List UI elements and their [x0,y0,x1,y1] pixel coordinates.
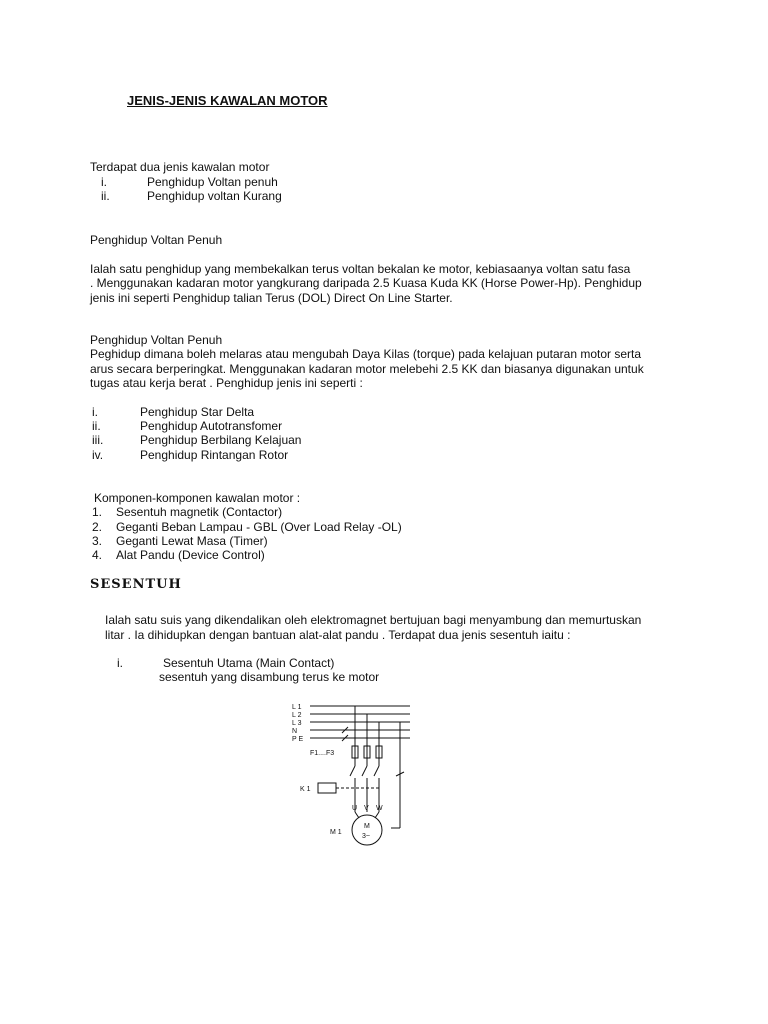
component-num: 3. [92,534,103,548]
section1-line: jenis ini seperti Penghidup talian Terus (DOL) Direct On Line Starter. [90,291,453,305]
sesentuh-line: litar . Ia dihidupkan dengan bantuan alat-alat pandu . Terdapat dua jenis sesentuh iaitu : [105,628,571,642]
intro-lead: Terdapat dua jenis kawalan motor [90,160,270,174]
terminal-v: V [364,805,369,812]
intro-item-num: ii. [101,189,110,203]
section1-line: Ialah satu penghidup yang membekalkan terus voltan bekalan ke motor, kebiasaanya voltan satu fasa [90,262,631,276]
section2-item-num: ii. [92,419,101,433]
page-title: JENIS-JENIS KAWALAN MOTOR [127,93,328,108]
coil-label: K 1 [300,786,311,793]
fuse-label: F1....F3 [310,750,335,757]
section2-item-text: Penghidup Autotransfomer [140,419,283,433]
component-text: Geganti Beban Lampau - GBL (Over Load Relay -OL) [116,520,402,534]
sesentuh-line: Ialah satu suis yang dikendalikan oleh elektromagnet bertujuan bagi menyambung dan memurtuskan [105,613,642,627]
component-text: Sesentuh magnetik (Contactor) [116,505,283,519]
section2-item-text: Penghidup Star Delta [140,405,255,419]
motor-symbol: M [364,823,370,830]
component-num: 1. [92,505,103,519]
section2-line: Peghidup dimana boleh melaras atau mengubah Daya Kilas (torque) pada kelajuan putaran motor serta [90,347,642,361]
section1-line: . Menggunakan kadaran motor yangkurang daripada 2.5 Kuasa Kuda KK (Horse Power-Hp). Penghidup [90,276,642,290]
supply-label-n: N [292,728,298,735]
motor-wiring-diagram [288,700,418,850]
component-text: Geganti Lewat Masa (Timer) [116,534,268,548]
section2-heading: Penghidup Voltan Penuh [90,333,223,347]
intro-item-num: i. [101,175,107,189]
components-heading: Komponen-komponen kawalan motor : [94,491,301,505]
section2-item-text: Penghidup Rintangan Rotor [140,448,289,462]
section2-item-text: Penghidup Berbilang Kelajuan [140,433,302,447]
motor-label: M 1 [330,829,342,836]
supply-label-l3: L 3 [292,720,302,727]
section2-line: tugas atau kerja berat . Penghidup jenis ini seperti : [90,376,363,390]
motor-phase: 3~ [362,833,370,840]
sesentuh-item-text: Sesentuh Utama (Main Contact) [163,656,335,670]
intro-item-text: Penghidup Voltan penuh [147,175,278,189]
supply-label-l1: L 1 [292,704,302,711]
component-num: 2. [92,520,103,534]
section2-item-num: iii. [92,433,104,447]
sesentuh-item-num: i. [117,656,123,670]
sesentuh-heading: SESENTUH [90,577,182,592]
sesentuh-item-sub: sesentuh yang disambung terus ke motor [159,670,380,684]
terminal-u: U [352,805,358,812]
section2-line: arus secara berperingkat. Menggunakan kadaran motor melebehi 2.5 KK dan biasanya digunakan untuk [90,362,644,376]
section1-heading: Penghidup Voltan Penuh [90,233,223,247]
component-num: 4. [92,548,103,562]
supply-label-l2: L 2 [292,712,302,719]
section2-item-num: i. [92,405,98,419]
supply-label-pe: P E [292,736,304,743]
intro-item-text: Penghidup voltan Kurang [147,189,282,203]
terminal-w: W [376,805,383,812]
section2-item-num: iv. [92,448,104,462]
component-text: Alat Pandu (Device Control) [116,548,265,562]
